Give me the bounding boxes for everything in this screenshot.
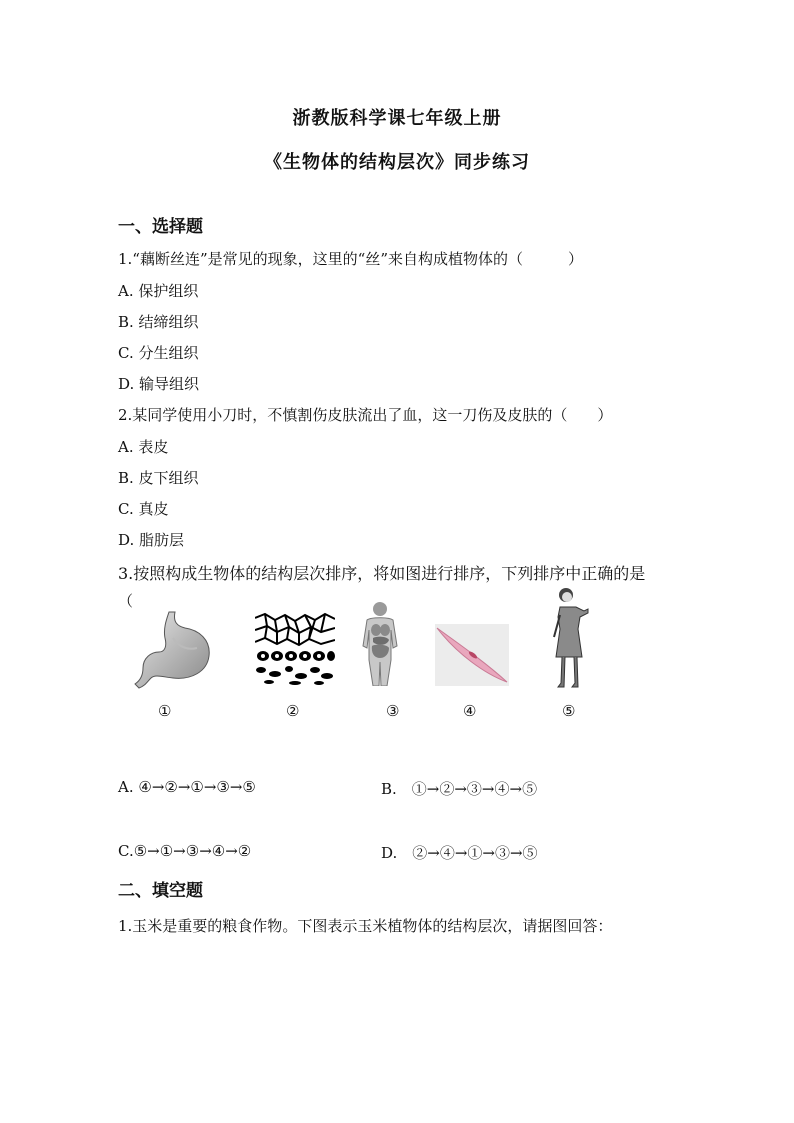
question-2-stem: 2.某同学使用小刀时，不慎割伤皮肤流出了血，这一刀伤及皮肤的（ ） bbox=[118, 406, 613, 424]
q1-option-b: B. 结缔组织 bbox=[118, 313, 199, 331]
question-3-stem-cont: （ bbox=[118, 592, 134, 610]
muscle-cell-icon bbox=[435, 624, 509, 686]
fill-question-1-stem: 1.玉米是重要的粮食作物。下图表示玉米植物体的结构层次，请据图回答： bbox=[118, 917, 613, 935]
stomach-icon bbox=[133, 608, 213, 690]
q3-option-d: D. ②→④→①→③→⑤ bbox=[381, 844, 538, 862]
document-title: 浙教版科学课七年级上册 bbox=[292, 108, 502, 129]
section-heading-fill: 二、填空题 bbox=[118, 881, 203, 901]
figure-label-1: ① bbox=[158, 702, 172, 720]
document-subtitle: 《生物体的结构层次》同步练习 bbox=[264, 152, 530, 173]
tissue-cells-icon bbox=[255, 612, 335, 686]
q3-option-b: B. ①→②→③→④→⑤ bbox=[381, 780, 538, 798]
q2-option-a: A. 表皮 bbox=[118, 438, 169, 456]
figure-label-4: ④ bbox=[463, 702, 477, 720]
q3-option-c: C.⑤→①→③→④→② bbox=[118, 842, 252, 860]
q2-option-c: C. 真皮 bbox=[118, 500, 169, 518]
q1-option-a: A. 保护组织 bbox=[118, 282, 199, 300]
q1-option-c: C. 分生组织 bbox=[118, 344, 199, 362]
figure-label-3: ③ bbox=[386, 702, 400, 720]
woman-figure-icon bbox=[550, 585, 590, 689]
figure-label-5: ⑤ bbox=[562, 702, 576, 720]
q2-option-d: D. 脂肪层 bbox=[118, 531, 185, 549]
question-1-stem: 1.“藕断丝连”是常见的现象，这里的“丝”来自构成植物体的（ ） bbox=[118, 250, 583, 268]
human-organs-icon bbox=[357, 600, 403, 686]
figure-label-2: ② bbox=[286, 702, 300, 720]
q2-option-b: B. 皮下组织 bbox=[118, 469, 199, 487]
question-3-stem: 3.按照构成生物体的结构层次排序，将如图进行排序，下列排序中正确的是 bbox=[118, 564, 646, 583]
section-heading-choice: 一、选择题 bbox=[118, 217, 203, 237]
q1-option-d: D. 输导组织 bbox=[118, 375, 200, 393]
q3-option-a: A. ④→②→①→③→⑤ bbox=[118, 778, 256, 796]
